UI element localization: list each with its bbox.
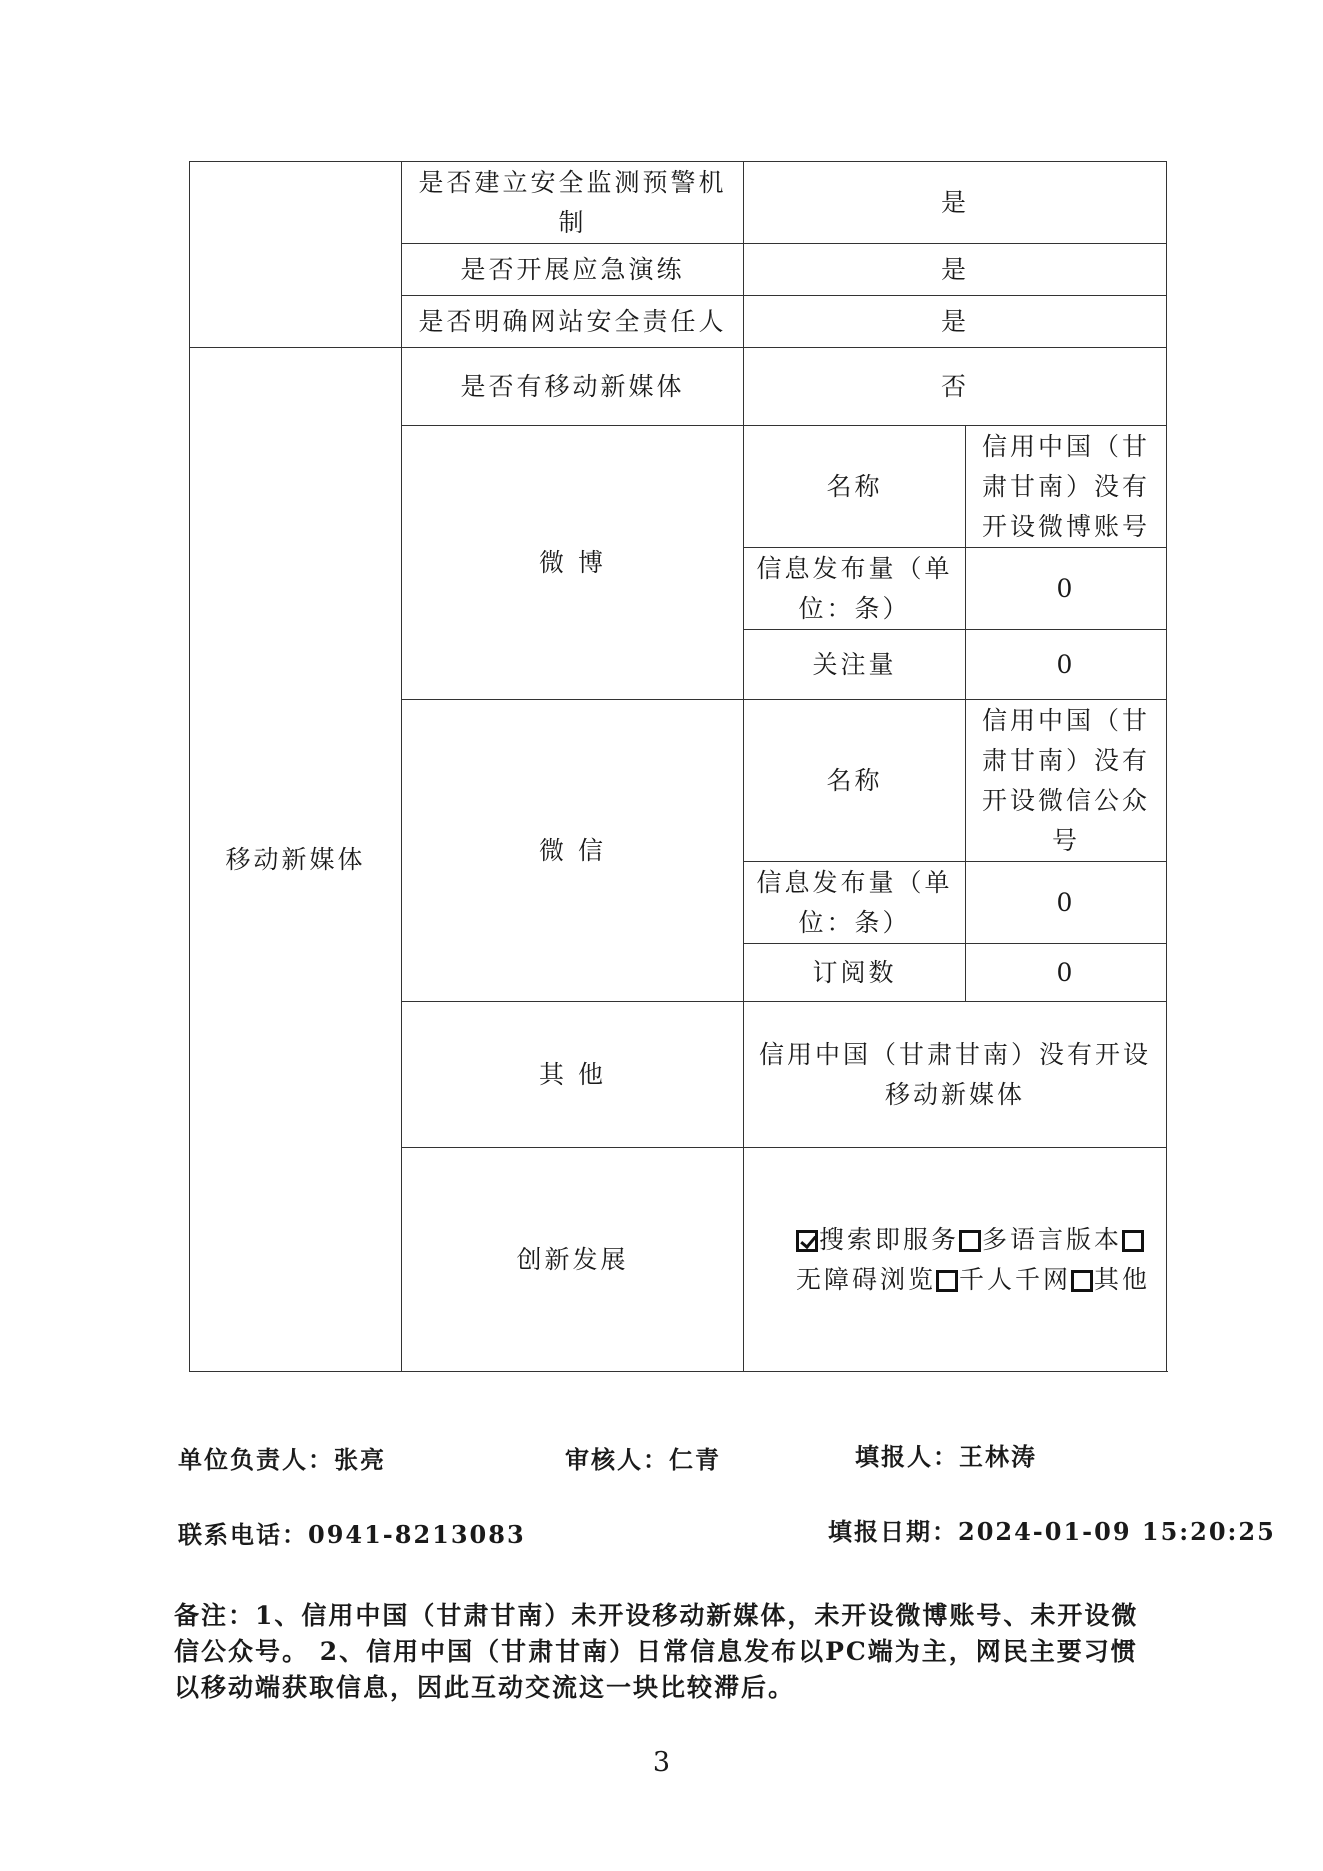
innovation-option[interactable]: 搜索即服务 bbox=[796, 1225, 959, 1254]
reviewer: 审核人：仁青 bbox=[565, 1445, 721, 1474]
contact-phone: 联系电话：0941-8213083 bbox=[178, 1520, 526, 1549]
has-mobile-media-label: 是否有移动新媒体 bbox=[402, 348, 744, 426]
remark: 备注：1、信用中国（甘肃甘南）未开设移动新媒体，未开设微博账号、未开设微信公众号。 2、信用中国（甘肃甘南）日常信息发布以PC端为主，网民主要习惯以移动端获取信息，因此互动交流这一块比较滞后。 bbox=[174, 1601, 1139, 1702]
wechat-posts-value: 0 bbox=[966, 862, 1167, 944]
weibo-followers-label: 关注量 bbox=[744, 630, 966, 700]
wechat-name-value: 信用中国（甘肃甘南）没有开设微信公众号 bbox=[966, 700, 1167, 862]
checkbox-unchecked-icon[interactable] bbox=[959, 1230, 981, 1252]
innovation-options bbox=[744, 1148, 1167, 1372]
report-table bbox=[189, 161, 1167, 1372]
wechat-name-label: 名称 bbox=[744, 700, 966, 862]
wechat-label: 微 信 bbox=[402, 700, 744, 1002]
security-value: 是 bbox=[744, 296, 1167, 348]
wechat-posts-label: 信息发布量（单位：条） bbox=[744, 862, 966, 944]
weibo-posts-value: 0 bbox=[966, 548, 1167, 630]
other-media-label: 其 他 bbox=[402, 1002, 744, 1148]
security-label: 是否建立安全监测预警机制 bbox=[402, 162, 744, 244]
security-section-cell bbox=[190, 162, 402, 348]
innovation-option[interactable]: 多语言版本 bbox=[959, 1225, 1122, 1254]
innovation-option[interactable]: 其他 bbox=[1071, 1265, 1150, 1294]
checkbox-unchecked-icon[interactable] bbox=[1122, 1230, 1144, 1252]
wechat-subs-label: 订阅数 bbox=[744, 944, 966, 1002]
other-media-value: 信用中国（甘肃甘南）没有开设移动新媒体 bbox=[744, 1002, 1167, 1148]
has-mobile-media-value: 否 bbox=[744, 348, 1167, 426]
fill-date: 填报日期：2024-01-09 15:20:25 bbox=[828, 1517, 1276, 1546]
innovation-option[interactable]: 无障碍浏览 bbox=[796, 1225, 1145, 1294]
innovation-option[interactable]: 千人千网 bbox=[936, 1265, 1071, 1294]
unit-head: 单位负责人：张亮 bbox=[178, 1445, 386, 1474]
wechat-subs-value: 0 bbox=[966, 944, 1167, 1002]
checkbox-unchecked-icon[interactable] bbox=[936, 1270, 958, 1292]
checkbox-unchecked-icon[interactable] bbox=[1071, 1270, 1093, 1292]
weibo-name-value: 信用中国（甘肃甘南）没有开设微博账号 bbox=[966, 426, 1167, 548]
weibo-name-label: 名称 bbox=[744, 426, 966, 548]
filler: 填报人：王林涛 bbox=[855, 1442, 1037, 1471]
checkbox-checked-icon[interactable] bbox=[796, 1230, 818, 1252]
security-label: 是否开展应急演练 bbox=[402, 244, 744, 296]
weibo-followers-value: 0 bbox=[966, 630, 1167, 700]
security-value: 是 bbox=[744, 162, 1167, 244]
security-value: 是 bbox=[744, 244, 1167, 296]
page-number: 3 bbox=[652, 1747, 671, 1778]
weibo-posts-label: 信息发布量（单位：条） bbox=[744, 548, 966, 630]
innovation-label: 创新发展 bbox=[402, 1148, 744, 1372]
weibo-label: 微 博 bbox=[402, 426, 744, 700]
security-label: 是否明确网站安全责任人 bbox=[402, 296, 744, 348]
mobile-media-section-label: 移动新媒体 bbox=[190, 348, 402, 1372]
